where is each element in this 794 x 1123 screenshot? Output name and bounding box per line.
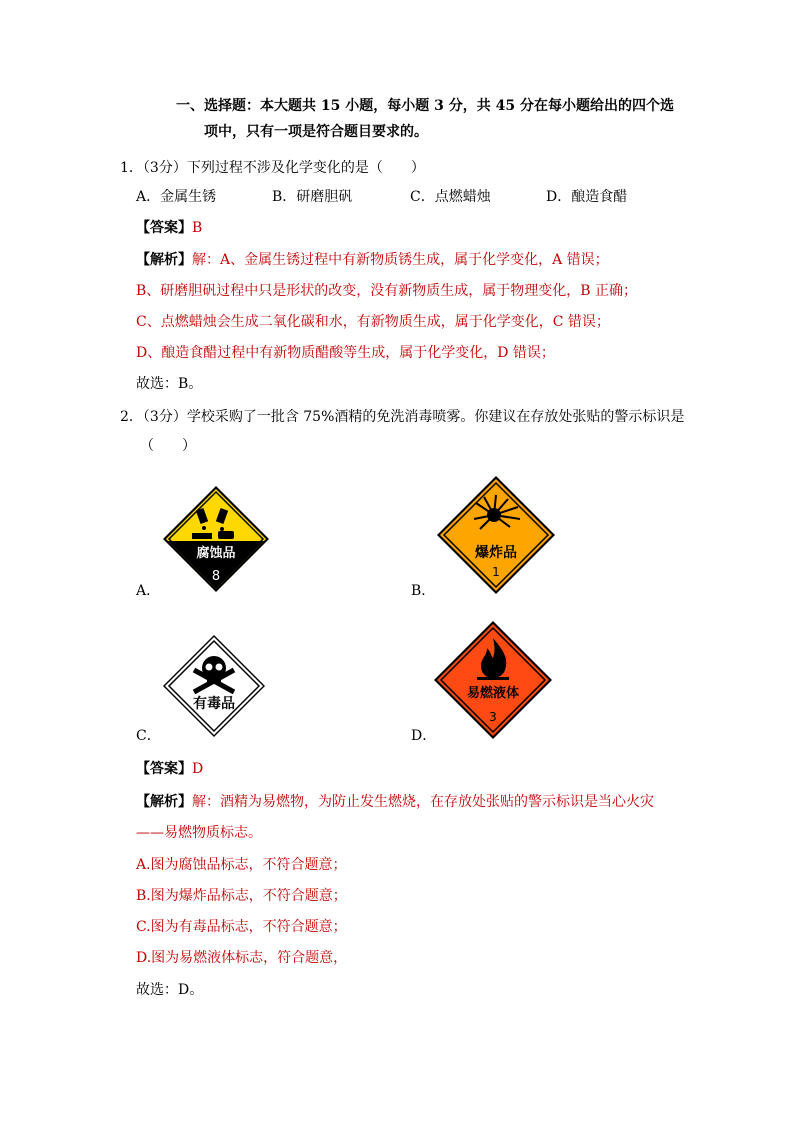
sign-c-label: 有毒品	[193, 696, 235, 712]
sign-b-letter: B．	[411, 583, 436, 599]
q2-analysis-line2: ——易燃物质标志。	[136, 825, 262, 841]
q2-stem-line2: （ ）	[140, 438, 196, 454]
sign-b-number: 1	[492, 565, 500, 579]
q1-option-d: D．酿造食醋	[546, 189, 628, 205]
answer-tag: 【答案】	[136, 220, 192, 236]
q1-analysis-line2: B、研磨胆矾过程中只是形状的改变，没有新物质生成，属于物理变化，B 正确；	[136, 283, 638, 299]
q2-explain-a: A.图为腐蚀品标志，不符合题意；	[136, 857, 347, 873]
sign-a-letter: A．	[136, 583, 161, 599]
q1-analysis-line1	[136, 250, 609, 270]
q2-answer	[136, 759, 203, 779]
sign-a-label: 腐蚀品	[196, 546, 236, 561]
q1-analysis-line3: C、点燃蜡烛会生成二氧化碳和水，有新物质生成，属于化学变化，C 错误；	[136, 314, 610, 330]
section-title-line2: 项中，只有一项是符合题目要求的。	[204, 124, 428, 140]
analysis-text: 解：酒精为易燃物，为防止发生燃烧，在存放处张贴的警示标识是当心火灾	[192, 794, 654, 810]
q1-conclusion: 故选：B。	[136, 376, 203, 392]
answer-value: B	[192, 220, 203, 236]
q2-explain-d: D.图为易燃液体标志，符合题意，	[136, 950, 348, 966]
analysis-text: 解：A、金属生锈过程中有新物质锈生成，属于化学变化，A 错误；	[192, 252, 609, 268]
q1-stem: 1．（3分）下列过程不涉及化学变化的是（ ）	[120, 160, 425, 176]
q2-explain-b: B.图为爆炸品标志，不符合题意；	[136, 888, 347, 904]
sign-d-letter: D．	[411, 728, 437, 744]
sign-a-corrosive	[162, 485, 270, 593]
q1-analysis-line4: D、酿造食醋过程中有新物质醋酸等生成，属于化学变化，D 错误；	[136, 345, 555, 361]
sign-d-flammable-liquid	[433, 620, 553, 740]
q1-option-c: C．点燃蜡烛	[410, 189, 491, 205]
sign-a-number: 8	[211, 569, 221, 584]
sign-c-letter: C．	[136, 728, 161, 744]
answer-value: D	[192, 761, 204, 777]
sign-d-label: 易燃液体	[466, 686, 520, 701]
q1-option-a: A．金属生锈	[136, 189, 217, 205]
q2-stem-line1: 2．（3分）学校采购了一批含 75%酒精的免洗消毒喷雾。你建议在存放处张贴的警示标识是	[120, 409, 685, 425]
analysis-tag: 【解析】	[136, 794, 192, 810]
analysis-tag: 【解析】	[136, 252, 192, 268]
q1-option-b: B．研磨胆矾	[272, 189, 353, 205]
sign-c-toxic	[162, 634, 266, 738]
q2-explain-c: C.图为有毒品标志，不符合题意；	[136, 919, 347, 935]
q2-conclusion: 故选：D。	[136, 982, 204, 998]
section-title-line1: 一、选择题：本大题共 15 小题，每小题 3 分，共 45 分在每小题给出的四个选	[176, 98, 674, 114]
q2-analysis-line1	[136, 792, 654, 812]
sign-b-label: 爆炸品	[475, 545, 517, 561]
sign-b-explosive	[436, 475, 556, 595]
q1-answer	[136, 218, 202, 238]
answer-tag: 【答案】	[136, 761, 192, 777]
sign-d-number: 3	[489, 710, 497, 724]
